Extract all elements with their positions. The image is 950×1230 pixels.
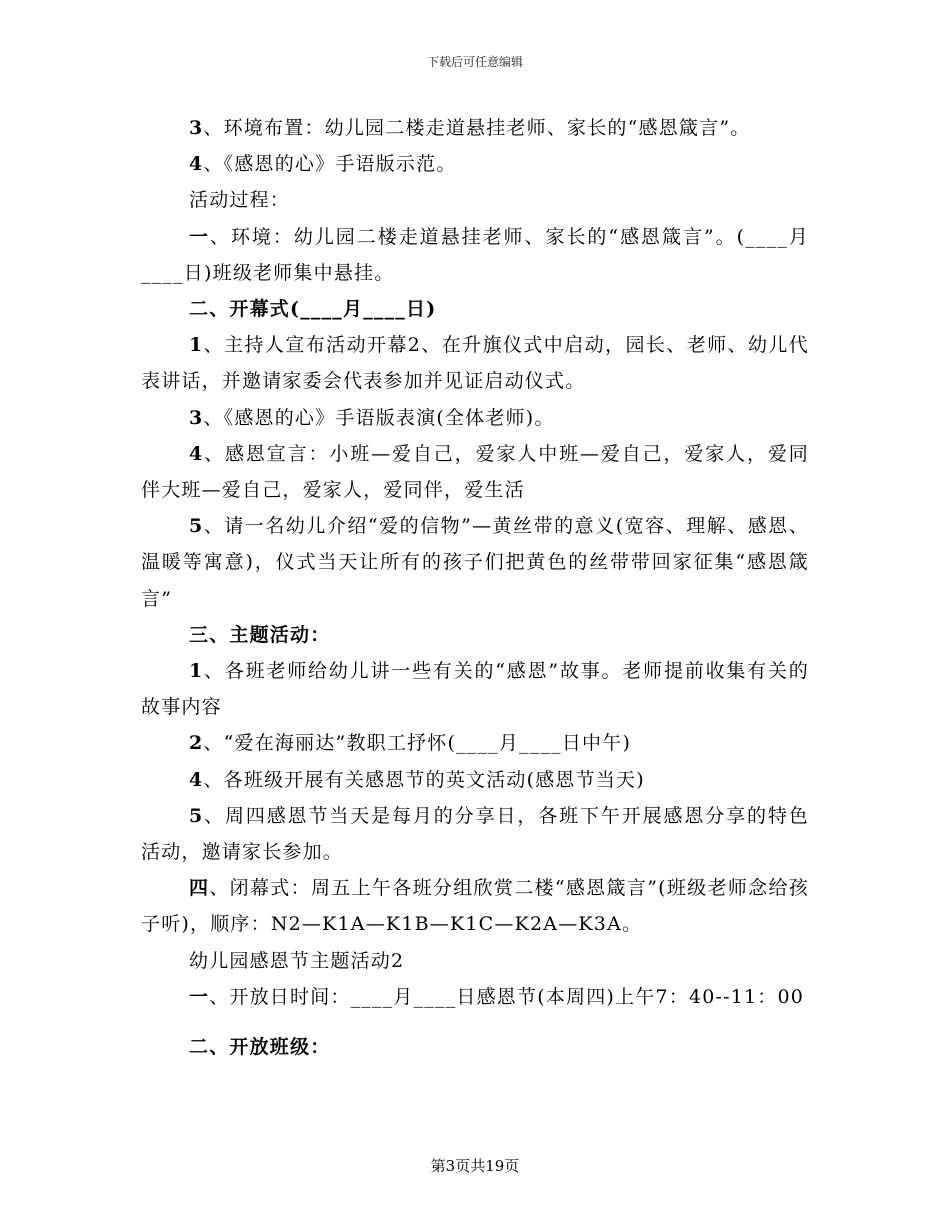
paragraph-gap <box>141 1015 809 1029</box>
paragraph <box>141 110 809 146</box>
paragraph-lead: 一 <box>189 985 210 1008</box>
paragraph <box>141 762 809 798</box>
paragraph-text: 活动过程： <box>189 189 291 212</box>
paragraph-lead: 5 <box>189 804 204 827</box>
paragraph <box>141 943 809 979</box>
paragraph <box>141 653 809 725</box>
paragraph <box>141 182 809 218</box>
paragraph-lead: 二、开幕式(____月____日) <box>189 298 437 321</box>
paragraph-text: 、各班级开展有关感恩节的英文活动(感恩节当天) <box>203 768 645 791</box>
paragraph-text: 、“爱在海丽达”教职工抒怀(____月____日中午) <box>203 732 632 755</box>
paragraph-lead: 四 <box>189 877 210 900</box>
paragraph-text: 、环境布置：幼儿园二楼走道悬挂老师、家长的“感恩箴言”。 <box>203 117 751 139</box>
paragraph-lead: 一 <box>189 225 210 248</box>
paragraph-text: 、闭幕式：周五上午各班分组欣赏二楼“感恩箴言”(班级老师念给孩子听)，顺序：N2—K1A—K1B—K1C—K2A—K3A。 <box>141 877 809 936</box>
paragraph <box>141 436 809 508</box>
paragraph-text: 、主持人宣布活动开幕2、在升旗仪式中启动，园长、老师、幼儿代表讲话，并邀请家委会代表参加并见证启动仪式。 <box>141 334 809 393</box>
paragraph-lead: 2 <box>189 732 204 755</box>
section-heading <box>141 1029 809 1065</box>
paragraph-lead: 4 <box>189 442 204 465</box>
paragraph-text: 幼儿园感恩节主题活动2 <box>189 949 405 972</box>
paragraph-text: 、开放日时间：____月____日感恩节(本周四)上午7：40--11：00 <box>209 985 805 1008</box>
paragraph-text: 、《感恩的心》手语版示范。 <box>203 153 457 176</box>
paragraph-text: 、环境：幼儿园二楼走道悬挂老师、家长的“感恩箴言”。(____月____日)班级老师集中悬挂。 <box>141 225 810 284</box>
paragraph-text: 、周四感恩节当天是每月的分享日，各班下午开展感恩分享的特色活动，邀请家长参加。 <box>141 804 809 864</box>
paragraph <box>141 979 809 1015</box>
paragraph-text: 、请一名幼儿介绍“爱的信物”—黄丝带的意义(宽容、理解、感恩、温暖等寓意)，仪式当天让所有的孩子们把黄色的丝带带回家征集“感恩箴言” <box>141 515 809 610</box>
paragraph-lead: 5 <box>189 515 204 538</box>
paragraph-lead: 3 <box>189 117 204 139</box>
paragraph-lead: 二、开放班级： <box>189 1036 331 1059</box>
paragraph <box>141 725 809 761</box>
paragraph-lead: 4 <box>189 153 204 176</box>
page-footer: 第3页共19页 <box>430 1157 520 1175</box>
paragraph-text: 、《感恩的心》手语版表演(全体老师)。 <box>203 406 555 429</box>
paragraph-text: 、感恩宣言：小班—爱自己，爱家人中班—爱自己，爱家人，爱同伴大班—爱自己，爱家人，爱同伴，爱生活 <box>141 442 809 502</box>
paragraph <box>141 870 809 942</box>
paragraph <box>141 327 809 399</box>
paragraph-lead: 3 <box>189 406 204 429</box>
section-heading <box>141 617 809 653</box>
paragraph-lead: 1 <box>189 660 204 683</box>
paragraph <box>141 146 809 182</box>
page-header: 下载后可任意编辑 <box>426 55 523 69</box>
paragraph <box>141 508 809 617</box>
paragraph-text: 、各班老师给幼儿讲一些有关的“感恩”故事。老师提前收集有关的故事内容 <box>141 660 809 719</box>
paragraph <box>141 400 809 436</box>
document-body <box>141 110 809 1065</box>
paragraph <box>141 798 809 870</box>
paragraph-lead: 三、主题活动： <box>189 623 331 646</box>
section-heading <box>141 291 809 327</box>
paragraph <box>141 219 809 291</box>
paragraph-lead: 4 <box>189 768 204 791</box>
paragraph-lead: 1 <box>189 334 204 357</box>
